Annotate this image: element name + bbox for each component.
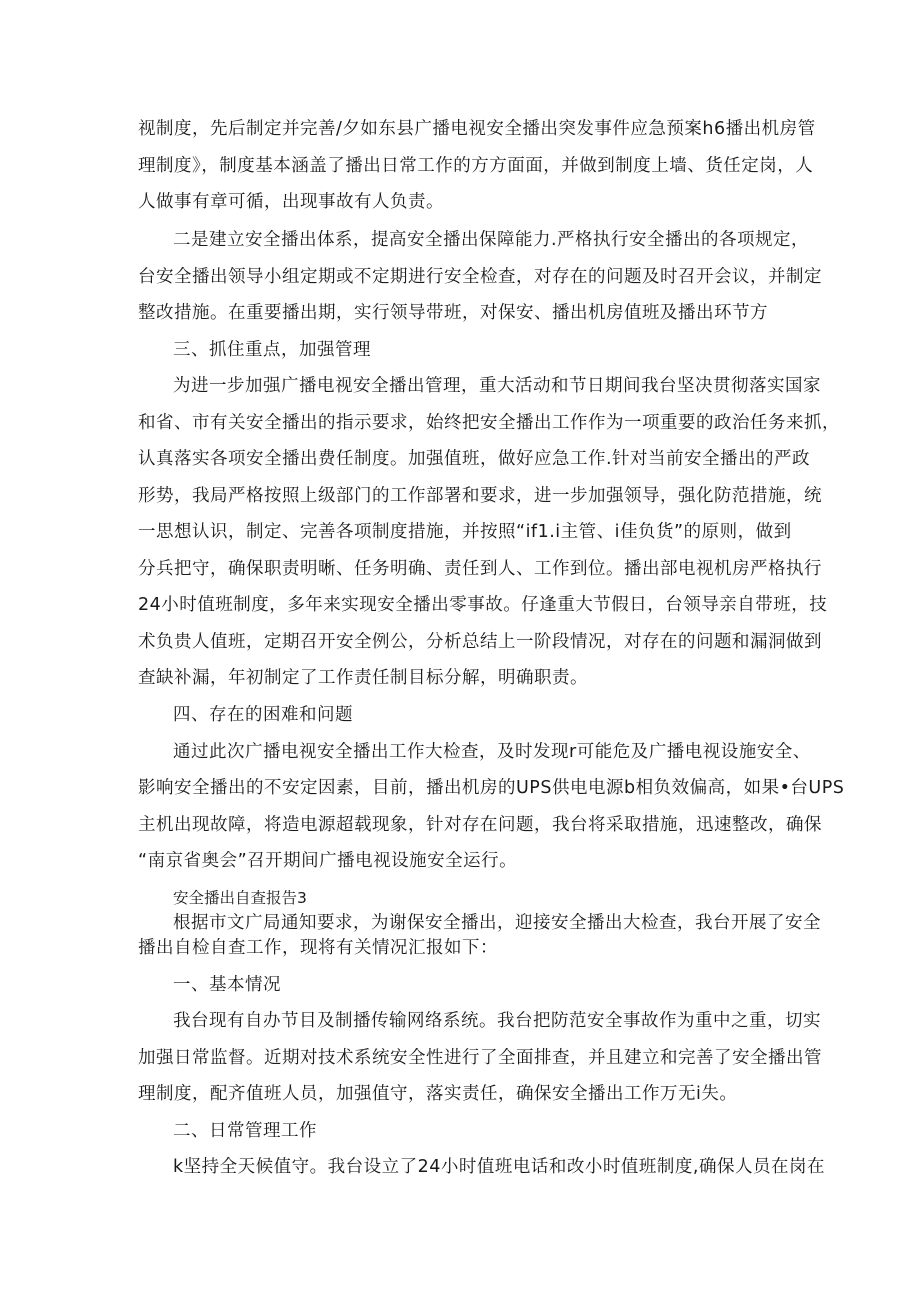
paragraph-line: 理制度，配齐值班人员，加强值守，落实责任，确保安全播出工作万无i失。 [138,1084,738,1104]
paragraph-line: 播出自检自查工作，现将有关情况汇报如下： [138,938,498,958]
section-heading: 四、存在的困难和问题 [173,705,353,725]
paragraph-line: 人做事有章可循，出现事故有人负责。 [138,192,444,212]
paragraph-line: 台安全播出领导小组定期或不定期进行安全检查，对存在的问题及时召开会议，并制定 [138,267,822,287]
section-heading: 二、日常管理工作 [173,1121,317,1141]
paragraph-line: 根据市文广局通知要求，为谢保安全播出，迎接安全播出大检查，我台开展了安全 [173,913,821,933]
paragraph-line: 主机出现故障，将造电源超载现象，针对存在问题，我台将采取措施，迅速整改，确保 [138,815,822,835]
paragraph-line: 加强日常监督。近期对技术系统安全性进行了全面排查，并且建立和完善了安全播出管 [138,1048,822,1068]
paragraph-line: 形势，我局严格按照上级部门的工作部署和要求，进一步加强领导，强化防范措施，统 [138,486,822,506]
paragraph-line: 认真落实各项安全播出费任制度。加强值班，做好应急工作.针对当前安全播出的严政 [138,449,811,469]
paragraph-line: 24小时值班制度，多年来实现安全播出零事故。仔逢重大节假日，台领导亲自带班，技 [138,595,828,615]
paragraph-line: 为进一步加强广播电视安全播出管理，重大活动和节日期间我台坚决贯彻落实国家 [173,376,821,396]
paragraph-line: 通过此次广播电视安全播出工作大检查，及时发现r可能危及广播电视设施安全、 [173,742,811,762]
paragraph-line: 和省、市有关安全播出的指示要求，始终把安全播出工作作为一项重要的政治任务来抓， [138,413,840,433]
paragraph-line: 影响安全播出的不安定因素，目前，播出机房的UPS供电电源b相负效偏高，如果•台UPS [138,778,845,798]
section-heading: 一、基本情况 [173,975,281,995]
section-heading: 三、抓住重点，加强管理 [173,340,371,360]
paragraph-line: 我台现有自办节目及制播传输网络系统。我台把防范安全事故作为重中之重，切实 [173,1011,821,1031]
paragraph-line: 分兵把守，确保职责明晰、任务明确、责任到人、工作到位。播出部电视机房严格执行 [138,559,822,579]
paragraph-line: 二是建立安全播出体系，提高安全播出保障能力.严格执行安全播出的各项规定， [173,230,810,250]
paragraph-line: k坚持全天候值守。我台设立了24小时值班电话和改小时值班制度,确保人员在岗在 [173,1157,825,1177]
paragraph-line: 理制度》，制度基本涵盖了播出日常工作的方方面面，并做到制度上墙、货任定岗，人 [138,156,814,176]
paragraph-line: 术负贵人值班，定期召开安全例公，分析总结上一阶段情况，对存在的问题和漏洞做到 [138,632,822,652]
paragraph-line: 整改措施。在重要播出期，实行领导带班，对保安、播出机房值班及播出环节方 [138,303,768,323]
report-title: 安全播出自查报告3 [173,889,307,907]
paragraph-line: “南京省奥会”召开期间广播电视设施安全运行。 [138,851,518,871]
paragraph-line: 视制度，先后制定并完善/夕如东县广播电视安全播出突发事件应急预案h6播出机房管 [138,119,816,139]
paragraph-line: 一思想认识，制定、完善各项制度措施，并按照“if1.i主管、i佳负货”的原则，做到 [138,522,792,542]
paragraph-line: 查缺补漏，年初制定了工作责任制目标分解，明确职责。 [138,668,588,688]
